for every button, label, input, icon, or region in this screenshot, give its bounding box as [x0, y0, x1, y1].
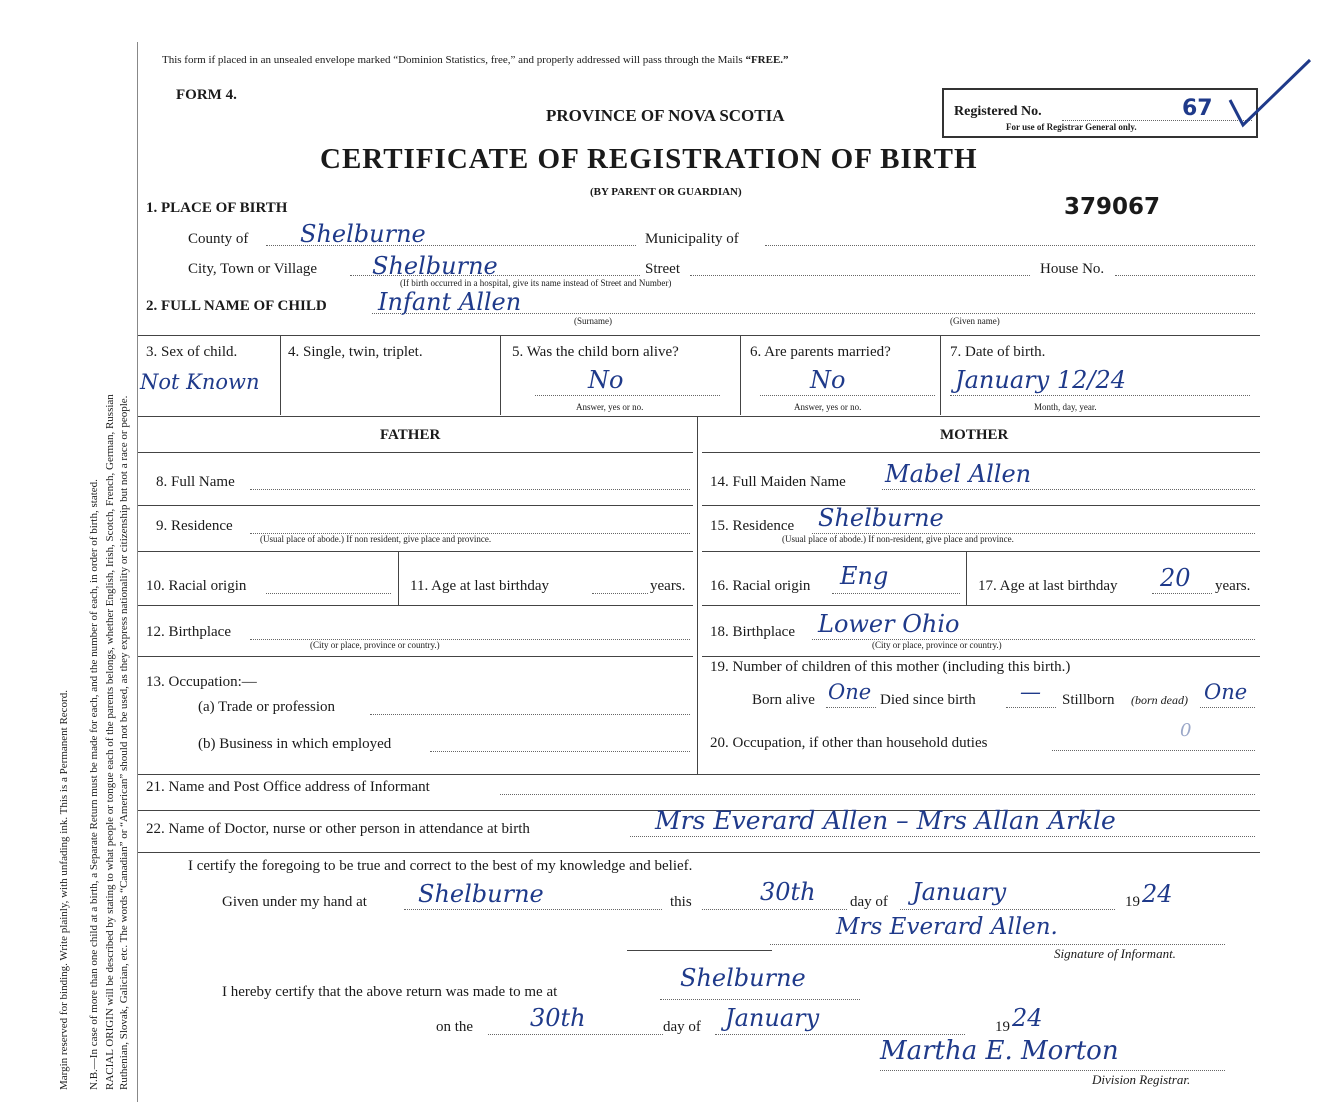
margin-note-multiple-births: N.B.—In case of more than one child at a birth, a Separate Return must be made for each, and the number of each, in order of birth, stated. [88, 479, 100, 1090]
certificate-title: CERTIFICATE OF REGISTRATION OF BIRTH [320, 143, 978, 175]
on-the-label: on the [436, 1019, 474, 1035]
born-alive-label: 5. Was the child born alive? [512, 344, 679, 360]
doctor-value: Mrs Everard Allen – Mrs Allan Arkle [655, 806, 1116, 835]
parents-married-value: No [810, 366, 846, 394]
hospital-note: (If birth occurred in a hospital, give its name instead of Street and Number) [400, 278, 672, 288]
date-of-birth-note: Month, day, year. [1034, 402, 1097, 412]
stillborn-note: (born dead) [1131, 693, 1188, 707]
died-since-birth-value: — [1020, 680, 1041, 704]
mother-birthplace-label: 18. Birthplace [710, 624, 795, 640]
house-label: House No. [1040, 261, 1105, 277]
mail-notice-free: “FREE.” [745, 54, 789, 66]
given-name-note: (Given name) [950, 316, 1000, 326]
certification-text: I certify the foregoing to be true and correct to the best of my knowledge and belief. [188, 858, 693, 874]
registrar-year-prefix: 19 [995, 1019, 1010, 1035]
certification-year-value: 24 [1142, 880, 1173, 908]
informant-label: 21. Name and Post Office address of Informant [146, 779, 430, 795]
father-name-label: 8. Full Name [156, 474, 235, 490]
born-alive-value: No [588, 366, 624, 394]
born-alive-count-value: One [828, 680, 872, 704]
registrar-month-value: January [725, 1004, 820, 1032]
registrar-note: For use of Registrar General only. [1006, 122, 1137, 132]
born-alive-count-label: Born alive [752, 692, 815, 708]
doctor-label: 22. Name of Doctor, nurse or other person in attendance at birth [146, 821, 530, 837]
registrar-day-of-label: day of [663, 1019, 701, 1035]
father-heading: FATHER [380, 427, 441, 443]
city-value: Shelburne [372, 252, 498, 280]
certification-divider [627, 950, 772, 951]
registrar-signature: Martha E. Morton [880, 1036, 1119, 1066]
child-name-label: 2. FULL NAME OF CHILD [146, 298, 327, 314]
surname-note: (Surname) [574, 316, 612, 326]
margin-note-racial-origin: RACIAL ORIGIN will be described by stating to what people or tongue each of the parents belongs, whether English, Irish, Scotch, French, German, Russian [104, 394, 116, 1090]
stillborn-label: Stillborn [1062, 692, 1115, 708]
margin-note-racial-origin-cont: Ruthenian, Slovak, Galician, etc. The words “Canadian” or “American” should not be used, as they express nationality or citizenship but not a race or people. [118, 395, 130, 1090]
mother-racial-value: Eng [840, 562, 889, 590]
check-mark-icon [1225, 55, 1315, 135]
mother-birthplace-note: (City or place, province or country.) [872, 640, 1002, 650]
sex-value: Not Known [140, 370, 260, 394]
mother-residence-value: Shelburne [818, 504, 944, 532]
died-since-birth-label: Died since birth [880, 692, 976, 708]
city-label: City, Town or Village [188, 261, 318, 277]
margin-note-binding: Margin reserved for binding. Write plainly, with unfading ink. This is a Permanent Record. [58, 690, 70, 1090]
date-of-birth-value: January 12/24 [955, 366, 1126, 394]
form-number: FORM 4. [176, 87, 237, 103]
province-heading: PROVINCE OF NOVA SCOTIA [546, 106, 785, 125]
registrar-day-value: 30th [530, 1004, 586, 1032]
informant-signature: Mrs Everard Allen. [836, 914, 1058, 940]
father-residence-note: (Usual place of abode.) If non resident, give place and province. [260, 534, 492, 544]
municipality-label: Municipality of [645, 231, 739, 247]
stillborn-value: One [1204, 680, 1248, 704]
mother-maiden-label: 14. Full Maiden Name [710, 474, 846, 490]
certification-day-value: 30th [760, 878, 816, 906]
form-left-border [137, 42, 138, 1102]
child-name-value: Infant Allen [378, 288, 522, 316]
certification-day-of-label: day of [850, 894, 888, 910]
place-of-birth-label: 1. PLACE OF BIRTH [146, 200, 288, 216]
mother-heading: MOTHER [940, 427, 1009, 443]
mother-residence-note: (Usual place of abode.) If non-resident, give place and province. [782, 534, 1014, 544]
certification-year-prefix: 19 [1125, 894, 1140, 910]
registrar-place-value: Shelburne [680, 964, 806, 992]
father-occupation-label: 13. Occupation:— [146, 674, 257, 690]
certificate-subtitle: (BY PARENT OR GUARDIAN) [590, 186, 742, 198]
father-residence-label: 9. Residence [156, 518, 233, 534]
serial-number: 379067 [1064, 194, 1161, 220]
sex-label: 3. Sex of child. [146, 344, 238, 360]
county-value: Shelburne [300, 220, 426, 248]
mother-age-value: 20 [1160, 564, 1191, 592]
registered-label: Registered No. [954, 104, 1042, 119]
parents-married-answer-note: Answer, yes or no. [794, 402, 862, 412]
father-years-label: years. [650, 578, 686, 594]
given-under-label: Given under my hand at [222, 894, 367, 910]
county-label: County of [188, 231, 249, 247]
mother-maiden-value: Mabel Allen [885, 460, 1032, 488]
father-birthplace-label: 12. Birthplace [146, 624, 231, 640]
registered-box [942, 88, 1258, 138]
father-business-label: (b) Business in which employed [198, 736, 392, 752]
certification-month-value: January [912, 878, 1007, 906]
given-place-value: Shelburne [418, 880, 544, 908]
mother-years-label: years. [1215, 578, 1251, 594]
informant-signature-label: Signature of Informant. [1054, 946, 1176, 961]
mother-age-label: 17. Age at last birthday [978, 578, 1118, 594]
registered-number: 67 [1182, 96, 1213, 121]
mother-racial-label: 16. Racial origin [710, 578, 811, 594]
registrar-year-value: 24 [1012, 1004, 1043, 1032]
mother-birthplace-value: Lower Ohio [818, 610, 960, 638]
registrar-text: I hereby certify that the above return was made to me at [222, 984, 558, 1000]
born-alive-answer-note: Answer, yes or no. [576, 402, 644, 412]
mother-residence-label: 15. Residence [710, 518, 795, 534]
plurality-label: 4. Single, twin, triplet. [288, 344, 423, 360]
parents-column-divider [697, 417, 698, 774]
street-label: Street [645, 261, 680, 277]
mother-occupation-label: 20. Occupation, if other than household duties [710, 735, 988, 751]
father-racial-label: 10. Racial origin [146, 578, 247, 594]
father-trade-label: (a) Trade or profession [198, 699, 336, 715]
mother-occupation-value: 0 [1180, 720, 1192, 741]
father-birthplace-note: (City or place, province or country.) [310, 640, 440, 650]
mother-children-label: 19. Number of children of this mother (including this birth.) [710, 659, 1071, 675]
registrar-signature-label: Division Registrar. [1092, 1072, 1191, 1087]
parents-married-label: 6. Are parents married? [750, 344, 891, 360]
father-age-label: 11. Age at last birthday [410, 578, 549, 594]
this-label: this [670, 894, 692, 910]
date-of-birth-label: 7. Date of birth. [950, 344, 1046, 360]
mail-notice: This form if placed in an unsealed envelope marked “Dominion Statistics, free,” and properly addressed will pass through the Mails “FREE.” [162, 54, 789, 66]
